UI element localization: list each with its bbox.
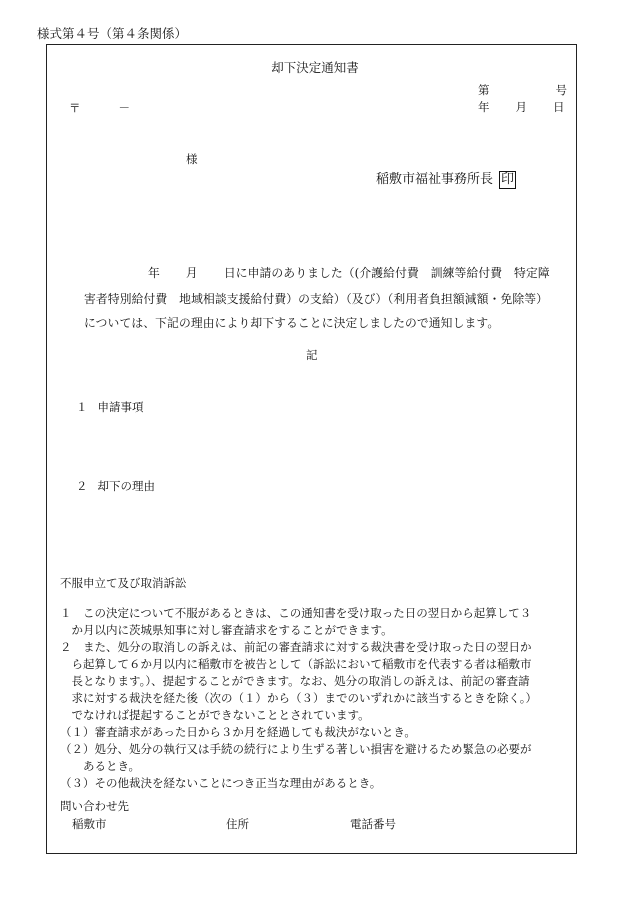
body-line-3: については、下記の理由により却下することに決定しましたので通知します。: [84, 316, 500, 330]
item-application: [76, 399, 144, 415]
body-month: 月: [185, 266, 198, 280]
appeal-line: でなければ提起することができないこととされています。: [60, 708, 370, 722]
appeal-line: 求に対する裁決を経た後（次の（１）から（３）までのいずれかに該当するときを除く。）: [60, 691, 538, 705]
contact-address-label: 住所: [226, 817, 249, 831]
item-number: ２: [76, 479, 88, 493]
ki-heading: 記: [306, 348, 318, 362]
postal-code: [69, 100, 130, 116]
document-number-line: [478, 82, 567, 98]
appeal-line: ら起算して６か月以内に稲敷市を被告として（訴訟において稲敷市を代表する者は稲敷市: [60, 657, 532, 671]
appeal-line: （２）処分、処分の執行又は手続の続行により生ずる著しい損害を避けるため緊急の必要が: [60, 742, 532, 756]
contact-title: 問い合わせ先: [60, 799, 129, 813]
postal-mark: 〒: [69, 101, 81, 115]
document-date-line: [478, 99, 565, 115]
body-line-1: [148, 264, 550, 281]
appeal-line: （１）審査請求があった日から３か月を経過しても裁決がないとき。: [60, 725, 416, 739]
contact-tel-label: 電話番号: [350, 817, 396, 831]
number-suffix: 号: [555, 83, 567, 97]
appeal-line: （３）その他裁決を経ないことにつき正当な理由があるとき。: [60, 776, 382, 790]
contact-city: 稲敷市: [72, 817, 107, 831]
form-label: 様式第４号（第４条関係）: [37, 26, 188, 41]
appeal-line: ２ また、処分の取消しの訴えは、前記の審査請求に対する裁決書を受け取った日の翌日か: [60, 640, 532, 654]
appeal-line: あるとき。: [60, 759, 141, 773]
item-number: １: [76, 400, 88, 414]
seal-mark: 印: [501, 172, 515, 187]
item-reason: [76, 478, 155, 494]
date-day: 日: [553, 100, 565, 114]
appeal-line: 長となります。）、提起することができます。なお、処分の取消しの訴えは、前記の審査請: [60, 674, 530, 688]
number-prefix: 第: [478, 83, 490, 97]
date-year: 年: [478, 100, 490, 114]
sender-name: 稲敷市福祉事務所長: [376, 172, 494, 187]
body-line-1-rest: 日に申請のありました（(介護給付費 訓練等給付費 特定障: [223, 266, 550, 280]
item-label: 却下の理由: [97, 479, 155, 493]
appeal-line: か月以内に茨城県知事に対し審査請求をすることができます。: [60, 623, 393, 637]
body-year: 年: [148, 266, 160, 280]
appeal-line: １ この決定について不服があるときは、この通知書を受け取った日の翌日から起算して３: [60, 606, 532, 620]
recipient-honorific: 様: [186, 152, 198, 166]
document-title: 却下決定通知書: [271, 60, 359, 75]
postal-dash: －: [118, 101, 130, 115]
date-month: 月: [515, 100, 527, 114]
body-line-2: 害者特別給付費 地域相談支援給付費）の支給）（及び）（利用者負担額減額・免除等）: [84, 292, 549, 306]
sender: [376, 168, 516, 189]
item-label: 申請事項: [97, 400, 144, 414]
appeal-title: 不服申立て及び取消訴訟: [60, 576, 187, 590]
